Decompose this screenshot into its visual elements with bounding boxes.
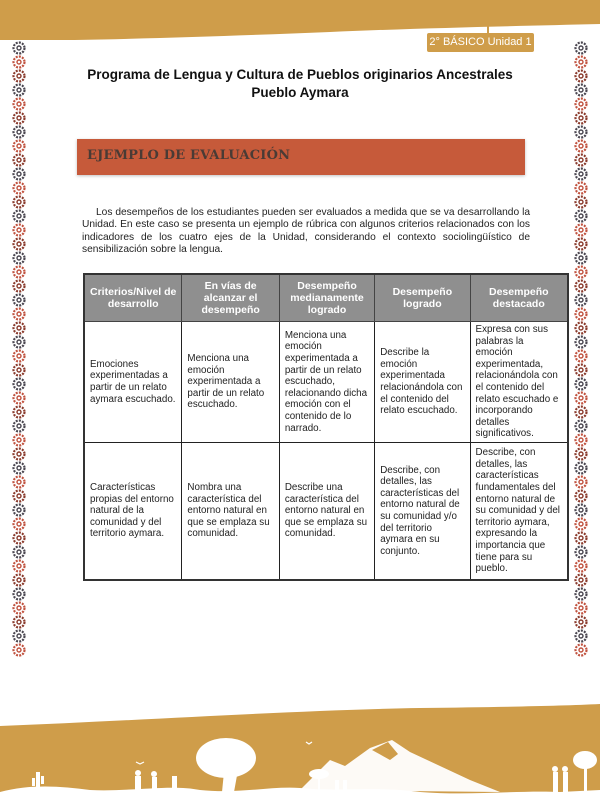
- table-row: [84, 442, 568, 580]
- grade-badge: 2° BÁSICO Unidad 1: [427, 33, 534, 52]
- header-logrado: Desempeño logrado: [375, 274, 470, 322]
- evaluation-rubric-table: [83, 273, 569, 581]
- table-cell: Nombra una característica del entorno natural en que se emplaza su comunidad.: [182, 442, 279, 580]
- table-cell: Describe, con detalles, las características fundamentales del entorno natural de su comunidad y del territorio aymara, expresando la importancia que tiene para su pueblo.: [470, 442, 568, 580]
- table-cell: Describe, con detalles, las características del entorno natural de su comunidad y/o del territorio aymara en su conjunto.: [375, 442, 470, 580]
- left-ornament-border: [11, 40, 27, 660]
- table-cell: Describe una característica del entorno natural en que se emplaza su comunidad.: [279, 442, 374, 580]
- header-destacado: Desempeño destacado: [470, 274, 568, 322]
- table-header-row: [84, 274, 568, 322]
- header-medianamente: Desempeño medianamente logrado: [279, 274, 374, 322]
- table-cell: Menciona una emoción experimentada a partir de un relato escuchado, relacionando dicha emoción con el contenido de lo narrado.: [279, 322, 374, 443]
- people-title: Pueblo Aymara: [251, 85, 349, 100]
- section-title: EJEMPLO DE EVALUACIÓN: [87, 148, 291, 163]
- right-ornament-border: [573, 40, 589, 660]
- table-cell: Emociones experimentadas a partir de un relato aymara escuchado.: [84, 322, 182, 443]
- intro-paragraph: [82, 207, 530, 257]
- table-cell: Describe la emoción experimentada relacionándola con el contenido del relato escuchado.: [375, 322, 470, 443]
- intro-text: Los desempeños de los estudiantes pueden ser evaluados a medida que se va desarrollando la Unidad. En este caso se presenta un ejemplo de rúbrica con algunos criterios relacionados con los indicadores de los cuatro ejes de la Unidad, considerando el contexto sociolingüístico de sensibilización sobre la lengua.: [82, 207, 530, 256]
- footer-landscape-illustration: [0, 680, 600, 800]
- program-title: Programa de Lengua y Cultura de Pueblos originarios Ancestrales: [87, 67, 513, 82]
- header-criteria: Criterios/Nivel de desarrollo: [84, 274, 182, 322]
- table-cell: Expresa con sus palabras la emoción experimentada, relacionándola con el contenido del relato escuchado e incorporando detalles significativos.: [470, 322, 568, 443]
- table-cell: Características propias del entorno natural de la comunidad y del territorio aymara.: [84, 442, 182, 580]
- table-row: [84, 322, 568, 443]
- section-heading-bar: [77, 139, 525, 175]
- header-en-vias: En vías de alcanzar el desempeño: [182, 274, 279, 322]
- table-cell: Menciona una emoción experimentada a partir de un relato escuchado.: [182, 322, 279, 443]
- document-title: [60, 66, 540, 102]
